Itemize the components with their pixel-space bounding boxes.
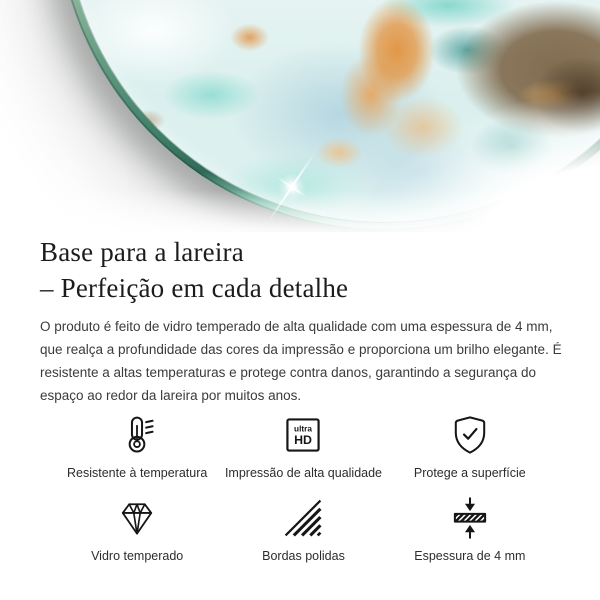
diamond-icon — [115, 496, 159, 540]
thermometer-icon — [115, 413, 159, 457]
ultra-hd-text-small: ultra — [294, 424, 313, 434]
feature-label: Vidro temperado — [91, 549, 184, 563]
feature-high-quality-print — [220, 413, 386, 480]
polished-edges-icon — [281, 496, 325, 540]
feature-label: Protege a superfície — [413, 466, 526, 480]
product-title-line-2: – Perfeição em cada detalhe — [40, 273, 349, 303]
feature-label: Espessura de 4 mm — [414, 549, 526, 563]
feature-label: Bordas polidas — [262, 549, 345, 563]
feature-tempered-glass — [54, 496, 220, 563]
content-section — [0, 234, 600, 563]
feature-surface-protection — [387, 413, 553, 480]
feature-temperature-resistant — [54, 413, 220, 480]
ultra-hd-icon — [281, 413, 325, 457]
thickness-icon — [448, 496, 492, 540]
feature-polished-edges — [220, 496, 386, 563]
glass-panel-edge — [56, 0, 600, 231]
marble-artwork — [64, 0, 600, 223]
shield-check-icon — [448, 413, 492, 457]
product-hero-image — [0, 0, 600, 232]
feature-label: Impressão de alta qualidade — [224, 466, 383, 480]
feature-thickness — [387, 496, 553, 563]
feature-label: Resistente à temperatura — [66, 466, 208, 480]
features-grid — [54, 413, 553, 563]
ultra-hd-text-big: HD — [294, 433, 313, 448]
product-title-line-1: Base para a lareira — [40, 237, 244, 267]
product-title — [40, 234, 567, 306]
product-description: O produto é feito de vidro temperado de alta qualidade com uma espessura de 4 mm, que realça a profundidade das cores da impressão e proporciona um brilho elegante. É resistente a altas temperaturas e protege contra danos, garantindo a segurança do espaço ao redor da lareira por muitos anos. — [40, 319, 562, 403]
